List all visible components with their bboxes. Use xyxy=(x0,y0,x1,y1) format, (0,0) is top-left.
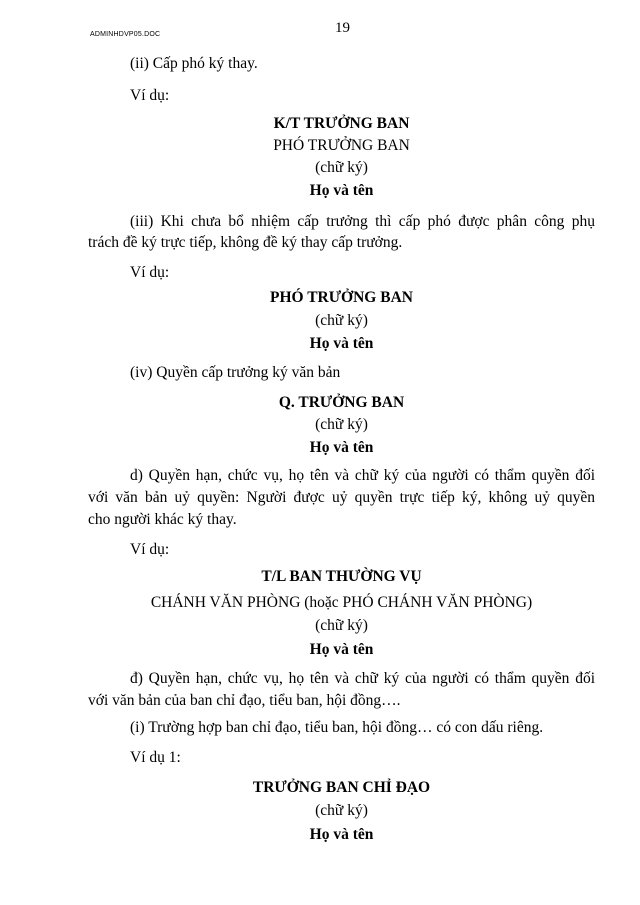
paragraph-line: trách đề ký trực tiếp, không đề ký thay cấp trưởng. xyxy=(88,234,403,251)
page-number: 19 xyxy=(335,20,350,36)
signature-name: Họ và tên xyxy=(309,335,374,352)
signature-placeholder: (chữ ký) xyxy=(315,159,368,176)
signature-name: Họ và tên xyxy=(309,641,374,658)
text-line: Ví dụ: xyxy=(130,87,170,104)
text-line: (ii) Cấp phó ký thay. xyxy=(130,55,258,72)
signature-placeholder: (chữ ký) xyxy=(315,802,368,819)
signature-name: Họ và tên xyxy=(309,826,374,843)
paragraph-line: đ) Quyền hạn, chức vụ, họ tên và chữ ký của người có thẩm quyền đối xyxy=(130,670,595,687)
paragraph-line: (i) Trường hợp ban chỉ đạo, tiểu ban, hội đồng… có con dấu riêng. xyxy=(130,719,544,736)
document-filename: ADMINHDVP05.DOC xyxy=(90,31,161,38)
text-line: Ví dụ 1: xyxy=(130,749,181,766)
text-line: (iv) Quyền cấp trưởng ký văn bản xyxy=(130,364,341,381)
paragraph-line: với văn bản uỷ quyền: Người được uỷ quyền trực tiếp ký, không uỷ quyền xyxy=(88,489,595,506)
signature-title: K/T TRƯỞNG BAN xyxy=(273,115,410,132)
signature-title: T/L BAN THƯỜNG VỤ xyxy=(261,568,422,585)
paragraph-line: với văn bản của ban chỉ đạo, tiểu ban, hội đồng…. xyxy=(88,692,401,709)
paragraph-line: d) Quyền hạn, chức vụ, họ tên và chữ ký của người có thẩm quyền đối xyxy=(130,467,595,484)
signature-placeholder: (chữ ký) xyxy=(315,617,368,634)
signature-title: PHÓ TRƯỞNG BAN xyxy=(270,289,413,306)
signature-position: CHÁNH VĂN PHÒNG (hoặc PHÓ CHÁNH VĂN PHÒNG) xyxy=(150,594,533,611)
signature-title: Q. TRƯỞNG BAN xyxy=(278,394,405,411)
signature-title: TRƯỞNG BAN CHỈ ĐẠO xyxy=(252,779,431,796)
paragraph-line: (iii) Khi chưa bổ nhiệm cấp trưởng thì cấp phó được phân công phụ xyxy=(130,213,595,230)
paragraph-line: cho người khác ký thay. xyxy=(88,511,237,528)
signature-placeholder: (chữ ký) xyxy=(315,416,368,433)
signature-position: PHÓ TRƯỞNG BAN xyxy=(273,137,410,154)
signature-name: Họ và tên xyxy=(309,439,374,456)
signature-name: Họ và tên xyxy=(309,182,374,199)
text-line: Ví dụ: xyxy=(130,541,170,558)
signature-placeholder: (chữ ký) xyxy=(315,312,368,329)
text-line: Ví dụ: xyxy=(130,264,170,281)
